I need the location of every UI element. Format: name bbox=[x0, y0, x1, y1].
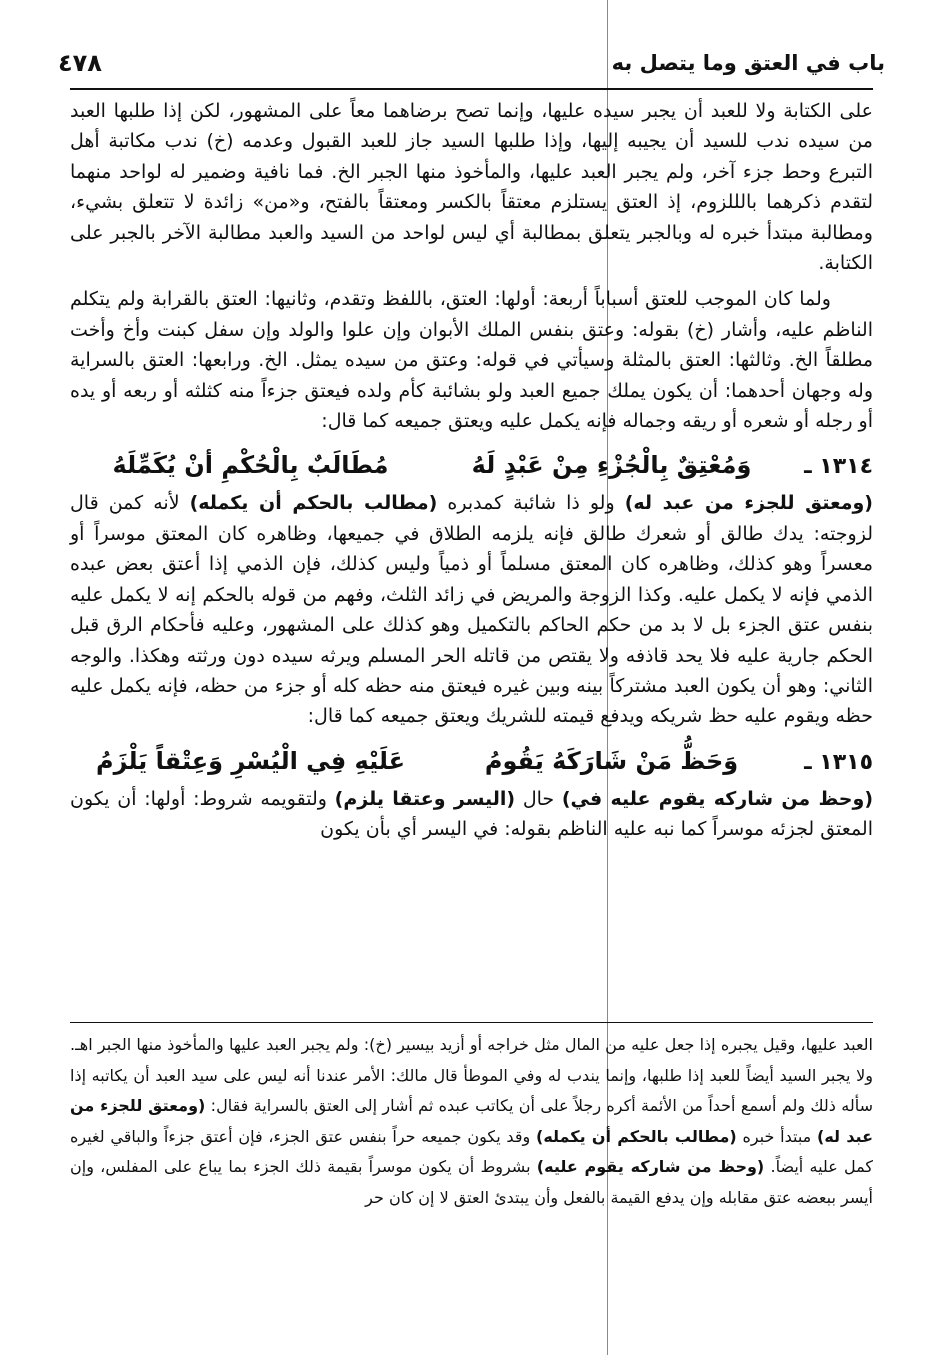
verse-second-hemistich: مُطَالَبٌ بِالْحُكْمِ أنْ يُكَمِّلَهُ bbox=[112, 451, 389, 480]
page-number: ٤٧٨ bbox=[58, 49, 102, 77]
verse-first-hemistich: وَمُعْتِقٌ بِالْجُزْءِ مِنْ عَبْدٍ لَهُ bbox=[471, 451, 752, 480]
footnote-text-part: بشروط أن يكون موسراً بقيمة ذلك الجزء بما يباع على المفلس، وإن أيسر ببعضه عتق مقابله وإن يدفع القيمة بالفعل وأن يبتدئ العتق لا إن كان حر bbox=[70, 1157, 873, 1207]
verse-quote: (اليسر وعتقا يلزم) bbox=[334, 787, 516, 810]
page-header bbox=[58, 38, 885, 88]
verse-quote: (مطالب بالحكم أن يكمله) bbox=[189, 492, 438, 515]
header-rule bbox=[70, 88, 873, 90]
commentary-text: ولو ذا شائبة كمدبره bbox=[437, 492, 625, 515]
commentary-text: لأنه كمن قال لزوجته: يدك طالق أو شعرك طالق فإنه يلزمه الطلاق في جميعها، وظاهره كان المعتق موسراً أو معسراً وهو كذلك، وظاهره كان المعتق مسلماً أو ذمياً وليس كذلك، فإن الذمي إذا أعتق بعض عبده الذمي فإنه لا يكمل عليه. وكذا الزوجة والمريض في زائد الثلث، وفهم من قوله بالحكم إنه لا يكمل عليه بنفس عتق الجزء بل لا بد من حكم الحاكم بالتكميل وهو كذلك على المشهور، وعليه فأحكام الرق قبل الحكم جارية عليه فلا يحد قاذفه ولا يقتص من قاتله الحر المسلم ويرثه سيده دون ورثته وهكذا. والوجه الثاني: وهو أن يكون العبد مشتركاً بينه وبين غيره فيعتق منه حظه كله أو جزء من حظه، فإنه يكمل عليه حظه ويقوم عليه حظ شريكه ويدفع قيمته للشريك ويعتق جميعه كما قال: bbox=[70, 492, 873, 728]
footnote-paragraph bbox=[70, 1030, 873, 1213]
footnote-text-part: العبد عليها، وقيل يجبره إذا جعل عليه من المال مثل خراجه أو أزيد بيسير (خ): ولم يجبر العبد عليها والمأخوذ منها الجبر اهـ. ولا يجبر السيد أيضاً للعبد إذا طلبها، وإنما يندب له وفي الموطأ قال مالك: الأمر عندنا أنه ليس على سيد العبد أن يكاتبه إذا سأله ذلك ولم أسمع أحداً من الأئمة أكره رجلاً على أن يكاتب عبده ثم أشار إلى العتق بالسراية فقال: bbox=[70, 1035, 873, 1115]
running-title: باب في العتق وما يتصل به bbox=[611, 51, 885, 75]
main-text bbox=[70, 96, 873, 845]
verse-first-hemistich: وَحَظُّ مَنْ شَارَكَهُ يَقُومُ bbox=[484, 746, 739, 775]
verse-number: ١٣١٤ ـ bbox=[804, 454, 873, 480]
footnote-text-part: وقد يكون جميعه حراً بنفس عتق الجزء، فإن أعتق جزءاً والباقي لغيره كمل عليه أيضاً. bbox=[70, 1126, 873, 1176]
paragraph-3 bbox=[70, 488, 873, 731]
footnote-text bbox=[70, 1030, 873, 1213]
commentary-text: ولتقويمه شروط: أولها: أن يكون المعتق لجزئه موسراً كما نبه عليه الناظم بقوله: في اليسر أي بأن يكون bbox=[70, 787, 873, 841]
footnote-rule bbox=[70, 1022, 873, 1023]
commentary-text: حال bbox=[515, 787, 562, 810]
verse-second-hemistich: عَلَيْهِ فِي الْيُسْرِ وَعِتْقاً يَلْزَمُ bbox=[95, 746, 406, 775]
verse-quote: (ومعتق للجزء من عبد له) bbox=[70, 1096, 874, 1146]
paragraph-1: على الكتابة ولا للعبد أن يجبر سيده عليها، وإنما تصح برضاهما معاً على المشهور، لكن إذا طلبها العبد من سيده ندب للسيد أن يجيبه إليها، وإذا طلبها السيد جاز للعبد القبول وعدمه (خ) ندب مكاتبة أهل التبرع وحط جزء آخر، ولم يجبر العبد عليها، والمأخوذ منها الجبر الخ. فما نافية وضمير له لواحد منهما لتقدم ذكرهما بالللزوم، إذ العتق يستلزم معتقاً بالكسر ومعتقاً بالفتح، و«من» زائدة لا تتعلق بشيء، ومطالبة مبتدأ خبره له وبالجبر يتعلق بمطالبة أي ليس لواحد من السيد والعبد مطالبة الآخر بالجبر على الكتابة. bbox=[70, 100, 873, 275]
footnote-text-part: مبتدأ خبره bbox=[736, 1126, 818, 1146]
verse-quote: (ومعتق للجزء من عبد له) bbox=[624, 492, 873, 515]
verse-quote: (وحظ من شاركه يقوم عليه في) bbox=[561, 787, 873, 810]
verse-1315 bbox=[70, 742, 873, 782]
paragraph-2: ولما كان الموجب للعتق أسباباً أربعة: أولها: العتق، باللفظ وتقدم، وثانيها: العتق بالقرابة ولم يتكلم الناظم عليه، وأشار (خ) بقوله: وعتق بنفس الملك الأبوان وإن علوا والولد وإن سفل كبنت وأخ وأخت مطلقاً الخ. وثالثها: العتق بالمثلة وسيأتي في قوله: وعتق من سيده يمثل. الخ. ورابعها: العتق بالسراية وله وجهان أحدهما: أن يكون يملك جميع العبد ولو بشائبة كأم ولده فيعتق جزءاً منه كثلثه أو ربعه أو يده أو رجله أو شعره أو ريقه وجماله فإنه يكمل عليه ويعتق جميعه كما قال: bbox=[70, 288, 873, 433]
verse-quote: (وحظ من شاركه يقوم عليه) bbox=[536, 1157, 765, 1176]
verse-quote: (مطالب بالحكم أن يكمله) bbox=[536, 1126, 737, 1146]
verse-number: ١٣١٥ ـ bbox=[804, 749, 873, 775]
verse-1314 bbox=[70, 446, 873, 486]
paragraph-4 bbox=[70, 784, 873, 845]
